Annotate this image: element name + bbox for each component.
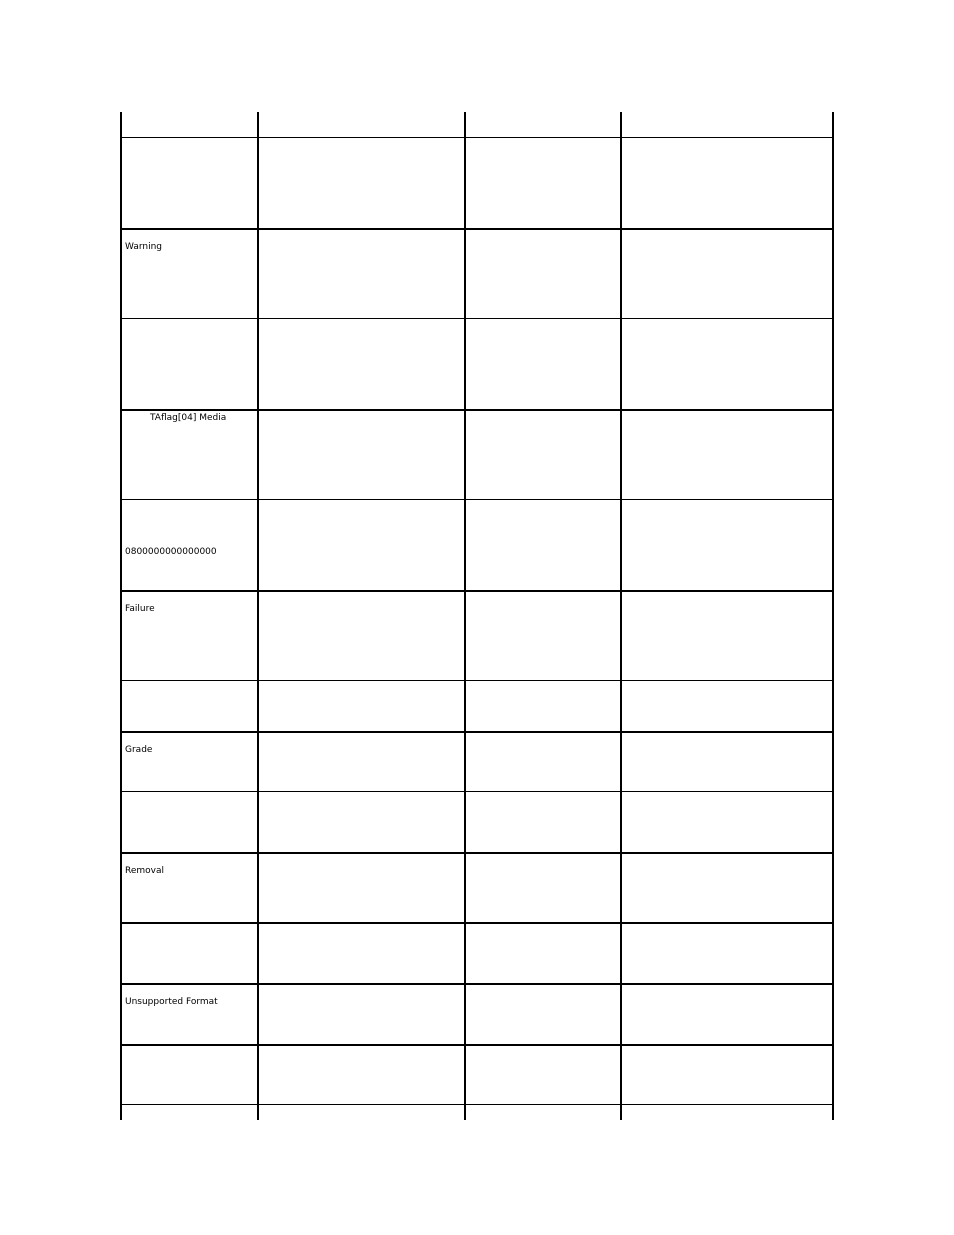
cell-label-removal: Removal bbox=[125, 866, 165, 876]
table-column-3 bbox=[464, 112, 620, 1120]
document-table bbox=[120, 112, 834, 1120]
table-column-4 bbox=[620, 112, 832, 1120]
cell-label-warning: Warning bbox=[125, 242, 163, 252]
cell-label-grade: Grade bbox=[125, 745, 153, 755]
cell-label-taflag-media: TAflag[04] Media bbox=[150, 413, 227, 423]
cell-label-unsupported-format: Unsupported Format bbox=[125, 997, 218, 1007]
cell-label-hex-code: 0800000000000000 bbox=[125, 547, 217, 557]
table-column-2 bbox=[257, 112, 464, 1120]
cell-label-failure: Failure bbox=[125, 604, 155, 614]
table-row bbox=[122, 112, 832, 1120]
table-column-1 bbox=[122, 112, 257, 1120]
